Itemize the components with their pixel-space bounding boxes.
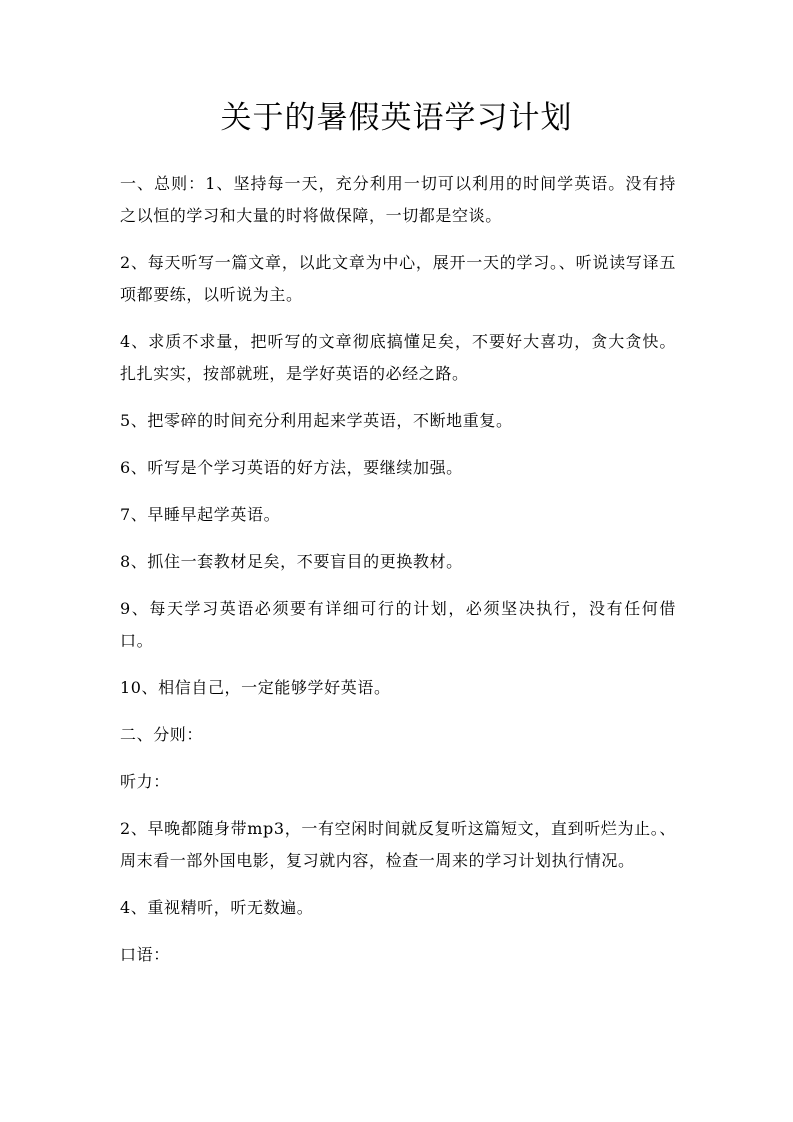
paragraph-rule-4: 4、求质不求量，把听写的文章彻底搞懂足矣，不要好大喜功，贪大贪快。扎扎实实，按部就班，是学好英语的必经之路。 <box>120 332 676 383</box>
paragraph-rule-2: 2、每天听写一篇文章，以此文章为中心，展开一天的学习。、听说读写译五项都要练，以听说为主。 <box>120 253 676 304</box>
paragraph-rule-6: 6、听写是个学习英语的好方法，要继续加强。 <box>120 458 463 477</box>
paragraph-rule-10: 10、相信自己，一定能够学好英语。 <box>120 678 391 697</box>
document-title: 关于的暑假英语学习计划 <box>220 100 573 136</box>
paragraph-general-rule-1: 一、总则：1、坚持每一天，充分利用一切可以利用的时间学英语。没有持之以恒的学习和大量的时将做保障，一切都是空谈。 <box>120 174 676 225</box>
section-heading-details: 二、分则： <box>120 725 204 744</box>
paragraph-listening-4: 4、重视精听，听无数遍。 <box>120 898 314 917</box>
subheading-speaking: 口语： <box>120 945 170 964</box>
paragraph-rule-5: 5、把零碎的时间充分利用起来学英语，不断地重复。 <box>120 411 513 430</box>
paragraph-rule-9: 9、每天学习英语必须要有详细可行的计划，必须坚决执行，没有任何借口。 <box>120 599 676 650</box>
paragraph-listening-2: 2、早晚都随身带mp3，一有空闲时间就反复听这篇短文，直到听烂为止。、周末看一部外国电影，复习就内容，检查一周来的学习计划执行情况。 <box>120 819 676 870</box>
paragraph-rule-8: 8、抓住一套教材足矣，不要盲目的更换教材。 <box>120 552 463 571</box>
paragraph-rule-7: 7、早睡早起学英语。 <box>120 505 281 524</box>
subheading-listening: 听力： <box>120 772 170 791</box>
document-body <box>120 168 676 986</box>
